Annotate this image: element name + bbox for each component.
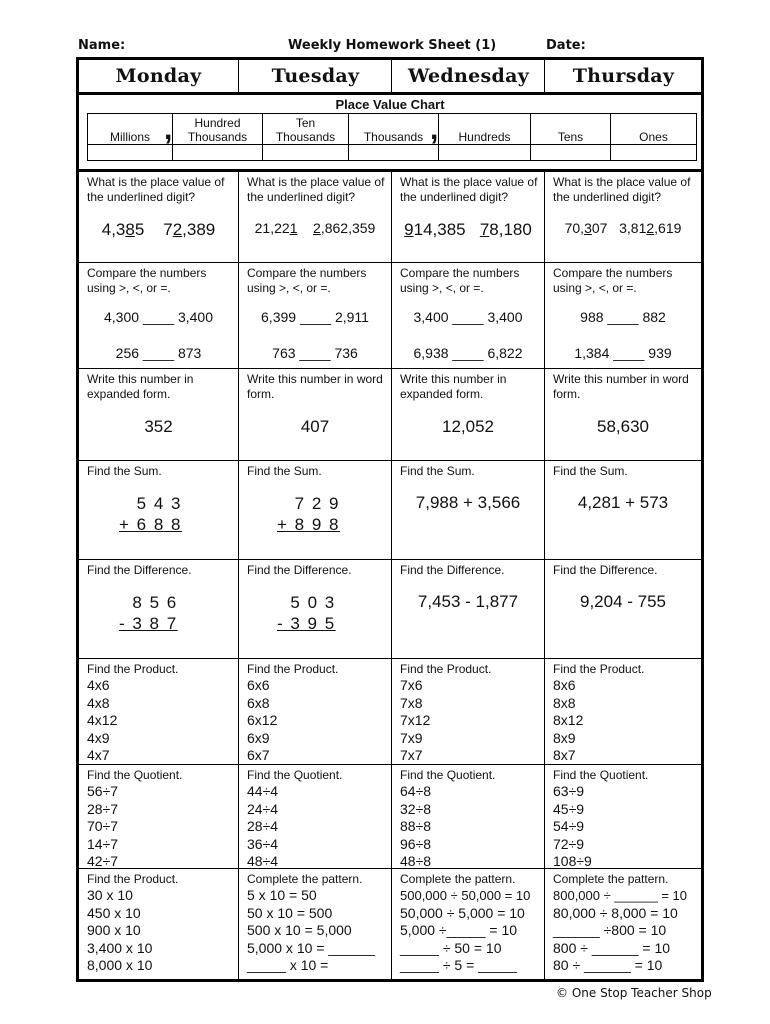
quotient-list: 56÷7 28÷7 70÷7 14÷7 42÷7 [87, 783, 119, 869]
cell-product-wed [391, 659, 544, 765]
prompt: Find the Difference. [553, 563, 658, 577]
day-thursday: Thursday [544, 60, 702, 92]
cell-last-thu [544, 869, 701, 980]
homework-sheet [76, 57, 704, 982]
prompt: Compare the numbers using >, <, or =. [553, 266, 673, 295]
cell-diff-wed [391, 560, 544, 659]
prompt: Find the Difference. [247, 563, 352, 577]
millions-comma: , [164, 113, 173, 146]
place-value-chart [79, 95, 701, 171]
pv-col-tens: Tens [530, 114, 610, 160]
cell-quotient-thu [544, 765, 701, 869]
compare-item: 6,938 ____ 6,822 [413, 345, 523, 361]
cell-forms-tue [238, 369, 391, 461]
cell-compare-mon [79, 263, 238, 369]
cell-product-tue [238, 659, 391, 765]
prompt: Find the Difference. [400, 563, 505, 577]
product-list: 6x6 6x8 6x12 6x9 6x7 [247, 677, 278, 764]
prompt: Write this number in word form. [247, 372, 383, 401]
form-value: 407 [300, 417, 330, 436]
row-quotient [79, 764, 701, 869]
day-tuesday: Tuesday [238, 60, 392, 92]
pv-col-millions: Millions [88, 114, 172, 160]
compare-item: 6,399 ____ 2,911 [261, 309, 369, 325]
quotient-list: 44÷4 24÷4 28÷4 36÷4 48÷4 [247, 783, 279, 869]
day-monday: Monday [115, 65, 202, 87]
cell-product-thu [544, 659, 701, 765]
prompt: What is the place value of the underlined digit? [553, 175, 691, 204]
cell-place-value-tue [238, 172, 391, 263]
pv-col-ones: Ones [610, 114, 696, 160]
cell-diff-tue [238, 560, 391, 659]
cell-quotient-wed [391, 765, 544, 869]
row-sum [79, 460, 701, 560]
prompt: Write this number in word form. [553, 372, 689, 401]
row-place-value [79, 171, 701, 263]
compare-item: 763 ____ 736 [272, 345, 358, 361]
form-value: 58,630 [597, 417, 649, 436]
last-list: 500,000 ÷ 50,000 = 10 50,000 ÷ 5,000 = 10 5,000 ÷_____ = 10 _____ ÷ 50 = 10 _____ ÷ 5 = _____ [400, 888, 531, 974]
day-header-row [79, 60, 701, 95]
place-value-items: 70,307 3,812,619 [564, 220, 682, 236]
cell-forms-wed [391, 369, 544, 461]
cell-place-value-mon [79, 172, 238, 263]
row-compare [79, 262, 701, 369]
page-header [0, 38, 770, 54]
prompt: Find the Sum. [87, 464, 162, 478]
row-number-forms [79, 368, 701, 461]
sum-inline: 4,281 + 573 [577, 493, 669, 512]
cell-compare-thu [544, 263, 701, 369]
copyright-footer: © One Stop Teacher Shop [556, 986, 712, 1000]
difference-stack: 8 5 6 - 3 8 7 [119, 593, 178, 633]
pv-col-hundred-thousands: Hundred Thousands [172, 114, 262, 160]
product-list: 8x6 8x8 8x12 8x9 8x7 [553, 677, 584, 764]
cell-sum-tue [238, 461, 391, 560]
cell-last-wed [391, 869, 544, 980]
cell-place-value-wed [391, 172, 544, 263]
prompt: What is the place value of the underlined digit? [247, 175, 385, 204]
cell-forms-thu [544, 369, 701, 461]
pv-col-hundreds: Hundreds [438, 114, 530, 160]
compare-item: 988 ____ 882 [580, 309, 666, 325]
compare-item: 256 ____ 873 [115, 345, 202, 361]
product-list: 7x6 7x8 7x12 7x9 7x7 [400, 677, 431, 764]
prompt: Find the Product. [87, 872, 179, 886]
prompt: Find the Product. [87, 662, 179, 676]
sheet-title: Weekly Homework Sheet (1) [288, 38, 497, 53]
pv-col-thousands: Thousands [348, 114, 438, 160]
cell-sum-mon [79, 461, 238, 560]
quotient-list: 63÷9 45÷9 54÷9 72÷9 108÷9 [553, 783, 592, 869]
compare-item: 3,400 ____ 3,400 [413, 309, 523, 325]
cell-place-value-thu [544, 172, 701, 263]
sum-stack: 5 4 3 + 6 8 8 [119, 494, 182, 534]
quotient-list: 64÷8 32÷8 88÷8 96÷8 48÷8 [400, 783, 432, 869]
last-list: 800,000 ÷ ______ = 10 80,000 ÷ 8,000 = 10 ______ ÷800 = 10 800 ÷ ______ = 10 80 ÷ ______ = 10 [553, 888, 688, 974]
prompt: Find the Sum. [247, 464, 322, 478]
compare-item: 4,300 ____ 3,400 [104, 309, 213, 325]
form-value: 12,052 [442, 417, 494, 436]
name-label: Name: [78, 38, 126, 53]
last-list: 5 x 10 = 50 50 x 10 = 500 500 x 10 = 5,000 5,000 x 10 = ______ _____ x 10 = [247, 887, 376, 974]
cell-forms-mon [79, 369, 238, 461]
prompt: Write this number in expanded form. [87, 372, 194, 401]
prompt: Find the Quotient. [87, 768, 183, 782]
compare-item: 1,384 ____ 939 [574, 345, 672, 361]
pv-col-ten-thousands: Ten Thousands [262, 114, 348, 160]
day-wednesday: Wednesday [391, 60, 545, 92]
prompt: Find the Quotient. [247, 768, 343, 782]
prompt: Compare the numbers using >, <, or =. [87, 266, 207, 295]
cell-last-mon [79, 869, 238, 980]
prompt: Find the Product. [400, 662, 492, 676]
cell-quotient-mon [79, 765, 238, 869]
thousands-comma: , [430, 113, 439, 146]
cell-product-mon [79, 659, 238, 765]
sum-inline: 7,988 + 3,566 [415, 493, 521, 512]
prompt: Find the Sum. [553, 464, 628, 478]
difference-stack: 5 0 3 - 3 9 5 [277, 593, 336, 633]
date-label: Date: [546, 38, 586, 53]
cell-sum-wed [391, 461, 544, 560]
place-value-grid [87, 113, 697, 161]
cell-diff-mon [79, 560, 238, 659]
place-value-chart-title: Place Value Chart [335, 97, 445, 112]
sum-stack: 7 2 9 + 8 9 8 [277, 494, 340, 534]
difference-inline: 7,453 - 1,877 [417, 592, 519, 611]
cell-diff-thu [544, 560, 701, 659]
prompt: Find the Quotient. [400, 768, 496, 782]
prompt: Complete the pattern. [247, 872, 363, 886]
place-value-items: 4,385 72,389 [101, 220, 216, 239]
prompt: Compare the numbers using >, <, or =. [247, 266, 367, 295]
prompt: Write this number in expanded form. [400, 372, 507, 401]
prompt: Find the Product. [553, 662, 645, 676]
prompt: Complete the pattern. [400, 872, 516, 886]
last-list: 30 x 10 450 x 10 900 x 10 3,400 x 10 8,000 x 10 [87, 887, 153, 974]
place-value-items: 914,385 78,180 [404, 220, 532, 239]
prompt: Find the Difference. [87, 563, 192, 577]
prompt: What is the place value of the underlined digit? [400, 175, 538, 204]
prompt: What is the place value of the underlined digit? [87, 175, 225, 204]
cell-compare-tue [238, 263, 391, 369]
place-value-items: 21,221 2,862,359 [254, 220, 376, 236]
form-value: 352 [144, 417, 173, 436]
product-list: 4x6 4x8 4x12 4x9 4x7 [87, 677, 118, 764]
cell-quotient-tue [238, 765, 391, 869]
prompt: Complete the pattern. [553, 872, 669, 886]
prompt: Find the Sum. [400, 464, 475, 478]
difference-inline: 9,204 - 755 [579, 592, 666, 611]
prompt: Compare the numbers using >, <, or =. [400, 266, 520, 295]
row-patterns [79, 868, 701, 980]
cell-compare-wed [391, 263, 544, 369]
cell-last-tue [238, 869, 391, 980]
cell-sum-thu [544, 461, 701, 560]
row-difference [79, 559, 701, 659]
prompt: Find the Product. [247, 662, 339, 676]
row-product [79, 658, 701, 765]
prompt: Find the Quotient. [553, 768, 649, 782]
